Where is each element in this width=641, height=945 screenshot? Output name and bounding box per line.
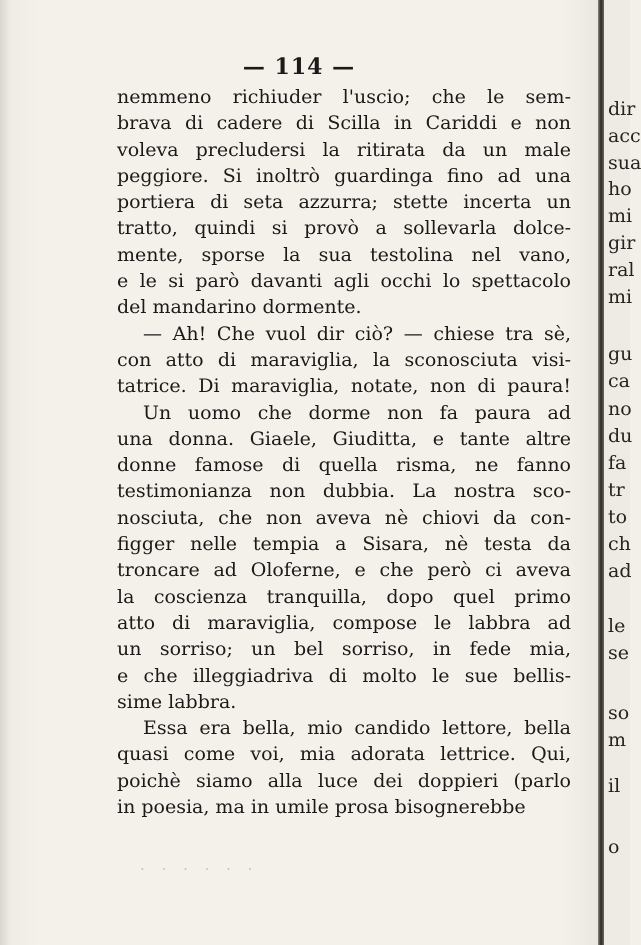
text-line: un sorriso; un bel sorriso, in fede mia, (117, 638, 571, 661)
text-line: peggiore. Si inoltrò guardinga fino ad una (117, 164, 571, 187)
next-page-fragment: le (608, 615, 626, 637)
text-line: atto di maraviglia, compose le labbra ad (117, 611, 571, 634)
bleed-through-smudge: · · · · · · (140, 860, 259, 878)
next-page-fragment: acc (608, 125, 641, 147)
next-page-fragment: ho (608, 178, 632, 200)
body-text (117, 84, 571, 820)
text-line: Un uomo che dorme non fa paura ad (143, 401, 571, 424)
text-line: poichè siamo alla luce dei doppieri (parlo (117, 769, 571, 792)
next-page-fragment: gir (608, 232, 636, 254)
text-line: donne famose di quella risma, ne fanno (117, 454, 571, 477)
text-line: una donna. Giaele, Giuditta, e tante altre (117, 427, 571, 450)
text-line: figger nelle tempia a Sisara, nè testa da (117, 533, 571, 556)
text-line: tratto, quindi si provò a sollevarla dolce- (117, 217, 571, 240)
text-line: con atto di maraviglia, la sconosciuta visi- (117, 348, 571, 371)
text-line: Essa era bella, mio candido lettore, bella (143, 717, 571, 740)
next-page-fragment: ad (608, 560, 632, 582)
next-page-fragment: mi (608, 205, 633, 227)
next-page-fragment: ch (608, 533, 631, 555)
text-line: testimonianza non dubbia. La nostra sco- (117, 480, 571, 503)
next-page-fragment: m (608, 729, 627, 751)
text-line: voleva precludersi la ritirata da un male (117, 138, 571, 161)
text-line: troncare ad Oloferne, e che però ci aveva (117, 559, 571, 582)
text-line: quasi come voi, mia adorata lettrice. Qui, (117, 743, 571, 766)
text-line: in poesia, ma in umile prosa bisognerebbe (117, 796, 526, 819)
next-page-fragment: il (608, 775, 621, 797)
text-line: la coscienza tranquilla, dopo quel primo (117, 585, 571, 608)
next-page-fragment: tr (608, 479, 625, 501)
next-page-fragment: ral (608, 259, 635, 281)
next-page-fragment: so (608, 702, 630, 724)
next-page-fragment: se (608, 642, 629, 664)
text-line: portiera di seta azzurra; stette incerta un (117, 191, 571, 214)
text-line: e le si parò davanti agli occhi lo spettacolo (117, 270, 571, 293)
text-line: — Ah! Che vuol dir ciò? — chiese tra sè, (143, 322, 571, 345)
next-page-fragment: du (608, 425, 633, 447)
text-line: brava di cadere di Scilla in Cariddi e non (117, 112, 571, 135)
next-page-fragment: no (608, 398, 632, 420)
text-line: nemmeno richiuder l'uscio; che le sem- (117, 86, 571, 108)
next-page-fragment: sua (608, 152, 641, 174)
next-page-fragment: fa (608, 452, 627, 474)
next-page-fragment: mi (608, 286, 633, 308)
text-line: tatrice. Di maraviglia, notate, non di paura! (117, 375, 571, 398)
text-line: sime labbra. (117, 690, 237, 713)
text-line: del mandarino dormente. (117, 296, 362, 319)
text-line: mente, sporse la sua testolina nel vano, (117, 243, 571, 266)
page-number: — 114 — (242, 54, 356, 80)
text-line: e che illeggiadriva di molto le sue bellis- (117, 664, 571, 687)
text-line: nosciuta, che non aveva nè chiovi da con- (117, 506, 571, 529)
next-page-fragment: to (608, 506, 628, 528)
next-page-fragment: gu (608, 343, 633, 365)
next-page-edge (604, 0, 641, 945)
next-page-fragment: dir (608, 98, 636, 120)
next-page-fragment: o (608, 836, 620, 858)
next-page-fragment: ca (608, 370, 630, 392)
